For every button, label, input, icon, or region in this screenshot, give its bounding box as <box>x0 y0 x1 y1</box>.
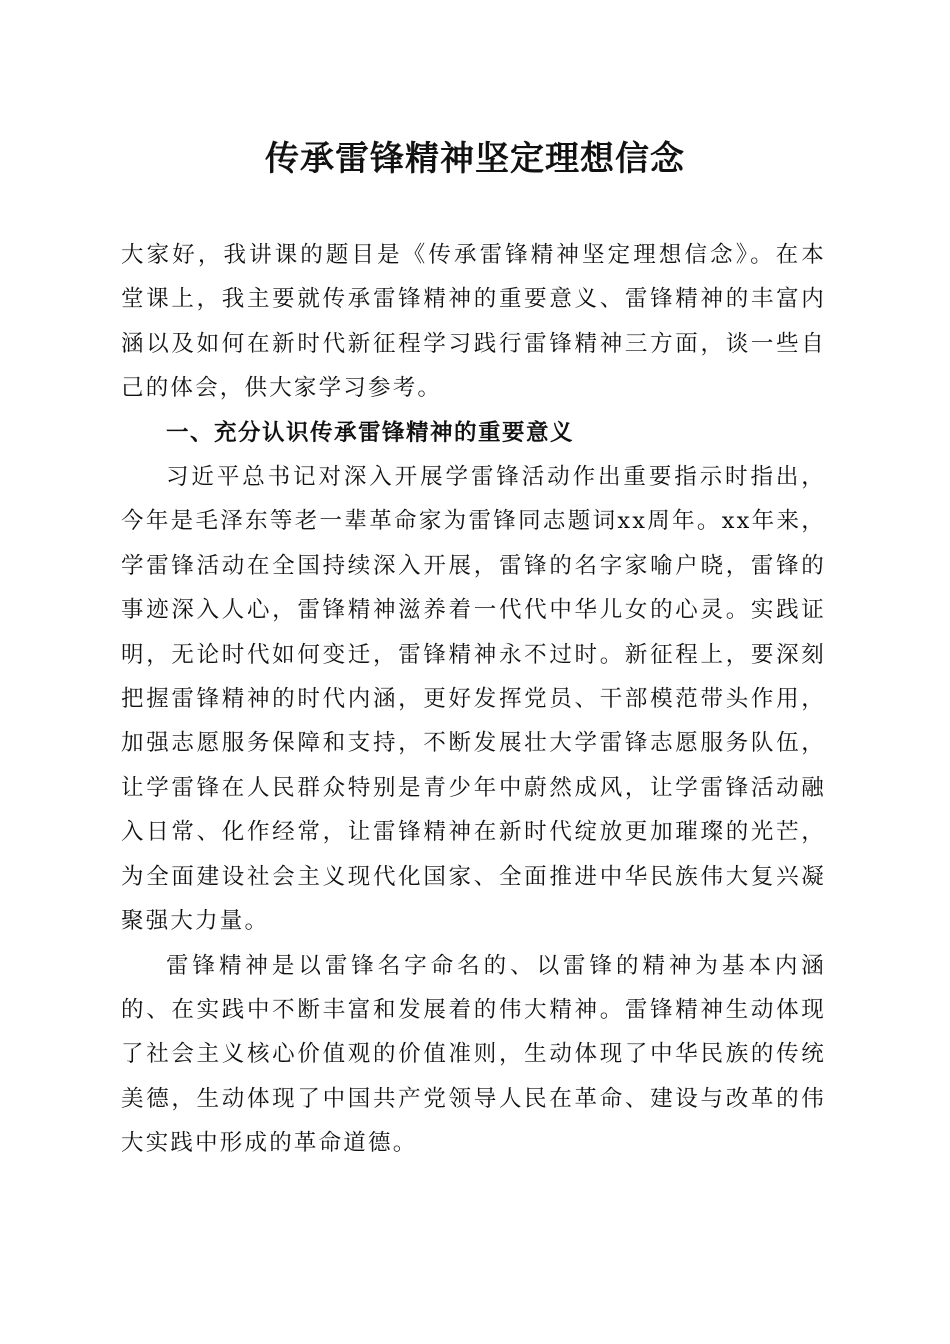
section-1-paragraph-2: 雷锋精神是以雷锋名字命名的、以雷锋的精神为基本内涵的、在实践中不断丰富和发展着的伟大精神。雷锋精神生动体现了社会主义核心价值观的价值准则，生动体现了中华民族的传统美德，生动体现了中国共产党领导人民在革命、建设与改革的伟大实践中形成的革命道德。 <box>121 952 826 1157</box>
document-title: 传承雷锋精神坚定理想信念 <box>265 139 685 179</box>
section-1-paragraph-1: 习近平总书记对深入开展学雷锋活动作出重要指示时指出，今年是毛泽东等老一辈革命家为雷锋同志题词xx周年。xx年来，学雷锋活动在全国持续深入开展，雷锋的名字家喻户晓，雷锋的事迹深入人心，雷锋精神滋养着一代代中华儿女的心灵。实践证明，无论时代如何变迁，雷锋精神永不过时。新征程上，要深刻把握雷锋精神的时代内涵，更好发挥党员、干部模范带头作用，加强志愿服务保障和支持，不断发展壮大学雷锋志愿服务队伍，让学雷锋在人民群众特别是青少年中蔚然成风，让学雷锋活动融入日常、化作经常，让雷锋精神在新时代绽放更加璀璨的光芒，为全面建设社会主义现代化国家、全面推进中华民族伟大复兴凝聚强大力量。 <box>121 464 826 935</box>
section-heading-1: 一、充分认识传承雷锋精神的重要意义 <box>166 419 575 446</box>
intro-paragraph: 大家好，我讲课的题目是《传承雷锋精神坚定理想信念》。在本堂课上，我主要就传承雷锋精神的重要意义、雷锋精神的丰富内涵以及如何在新时代新征程学习践行雷锋精神三方面，谈一些自己的体会，供大家学习参考。 <box>121 242 826 402</box>
document-body <box>121 233 826 1166</box>
